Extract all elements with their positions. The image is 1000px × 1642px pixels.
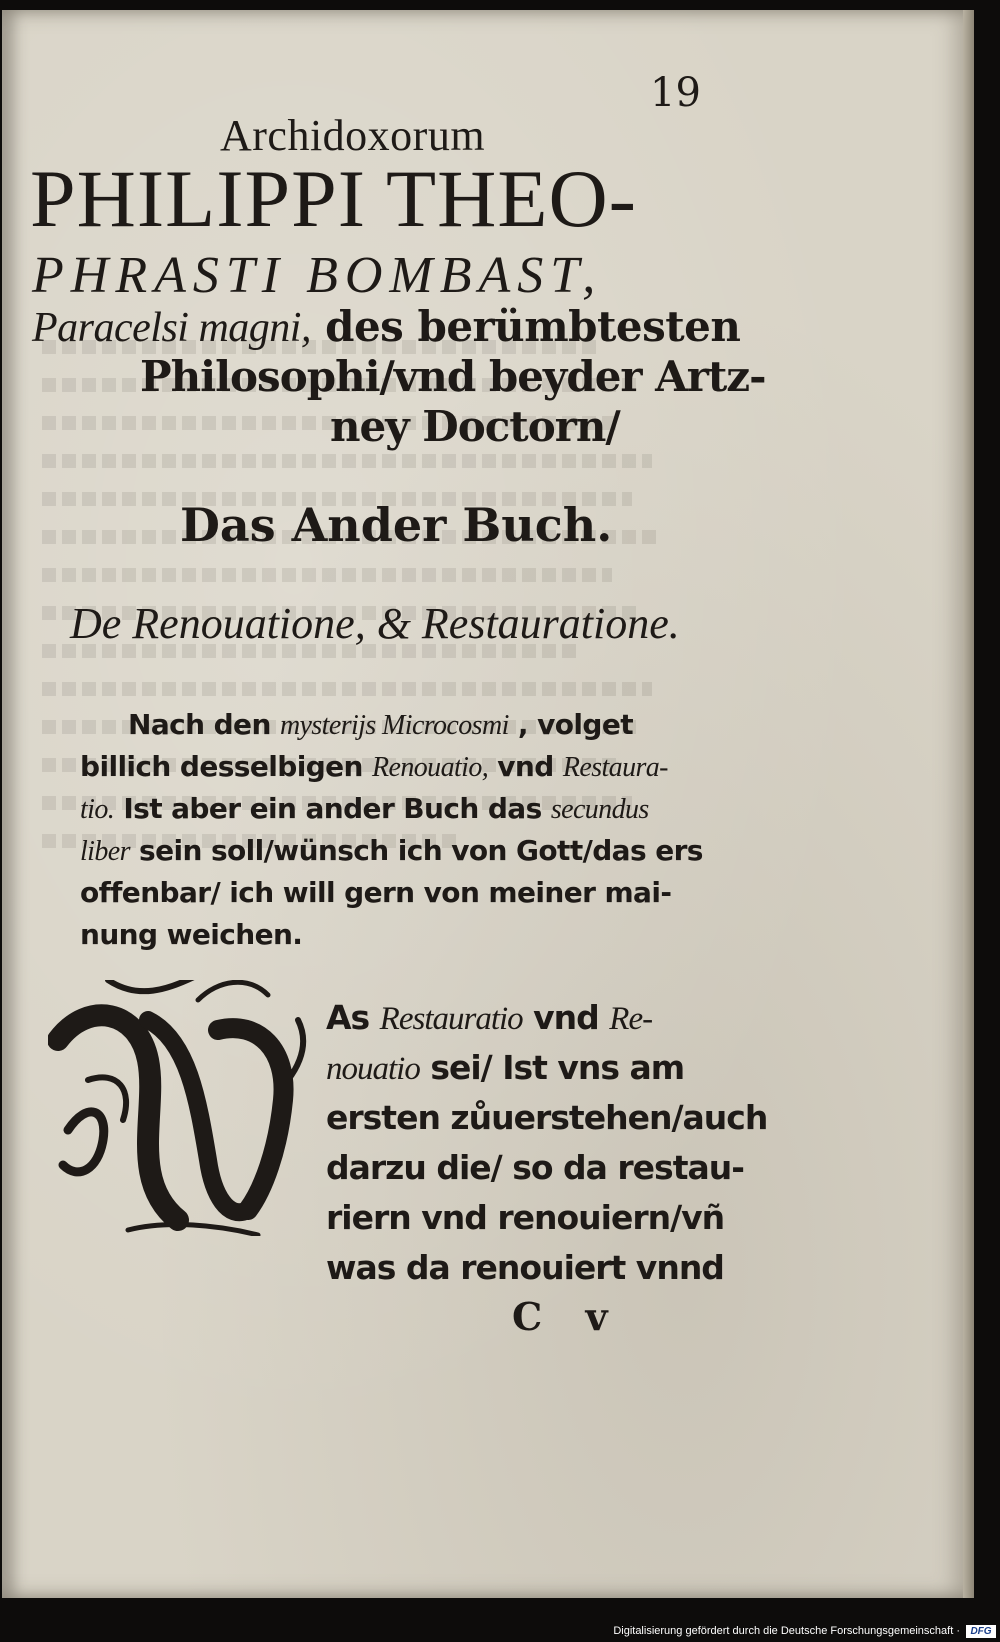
text-run: offenbar/ ich will gern von meiner mai-	[80, 876, 672, 909]
title-line-phrasti: PHRASTI BOMBAST,	[32, 247, 603, 304]
text-run: Ist aber ein ander Buch das	[114, 792, 551, 825]
italic-run: liber	[80, 836, 130, 867]
italic-run: mysterijs Microcosmi	[279, 710, 509, 741]
intro-line	[80, 876, 671, 909]
text-run: sei/ Ist vns am	[419, 1048, 685, 1087]
italic-run: Restauratio	[379, 1001, 523, 1037]
intro-line	[128, 708, 633, 742]
intro-line	[80, 792, 649, 826]
italic-run: nouatio	[326, 1051, 420, 1087]
decorated-initial-w	[48, 980, 316, 1236]
main-text-line: riern vnd renouiern/vñ	[326, 1198, 725, 1237]
title-line-doctorn: ney Doctorn/	[330, 402, 620, 451]
title-italic-part: Paracelsi magni,	[32, 305, 311, 351]
italic-run: tio.	[80, 794, 115, 825]
text-run: Nach den	[128, 708, 280, 741]
title-blackletter-part: des berümbtesten	[310, 302, 741, 351]
text-run: vnd	[522, 998, 610, 1037]
book-heading: Das Ander Buch.	[180, 498, 613, 552]
main-text-line: was da renouiert vnnd	[326, 1248, 724, 1287]
text-run: billich desselbigen	[80, 750, 373, 783]
page-edge	[963, 10, 974, 1598]
main-text-line: darzu die/ so da restau-	[326, 1148, 744, 1187]
title-line-archidoxorum: Archidoxorum	[220, 111, 486, 160]
dfg-logo: DFG	[966, 1625, 996, 1638]
text-run: nung weichen.	[80, 918, 303, 951]
title-line-philosophi: Philosophi/vnd beyder Artz-	[140, 352, 766, 401]
intro-line	[80, 834, 703, 868]
italic-run: Restaura-	[562, 752, 668, 783]
title-line-paracelsi	[32, 302, 740, 352]
text-run: sein soll/wünsch ich von Gott/das ers	[129, 834, 703, 867]
main-text-line	[326, 998, 652, 1038]
title-line-philippi: PHILIPPI THEO-	[30, 153, 637, 244]
italic-run: Re-	[609, 1001, 653, 1037]
text-run: vnd	[488, 750, 563, 783]
italic-run: Renouatio,	[372, 752, 489, 783]
signature-mark: C v	[512, 1294, 608, 1339]
intro-line	[80, 750, 668, 784]
main-text-line	[326, 1048, 684, 1088]
text-run: , volget	[508, 708, 634, 741]
main-text-line: ersten zůuerstehen/auch	[326, 1098, 768, 1137]
funding-notice: Digitalisierung gefördert durch die Deutsche Forschungsgemeinschaft ·	[613, 1625, 960, 1637]
text-run: As	[326, 998, 380, 1037]
subtitle: De Renouatione, & Restauratione.	[70, 599, 680, 648]
intro-line	[80, 918, 302, 951]
italic-run: secundus	[550, 794, 649, 825]
page-number: 19	[650, 70, 701, 116]
